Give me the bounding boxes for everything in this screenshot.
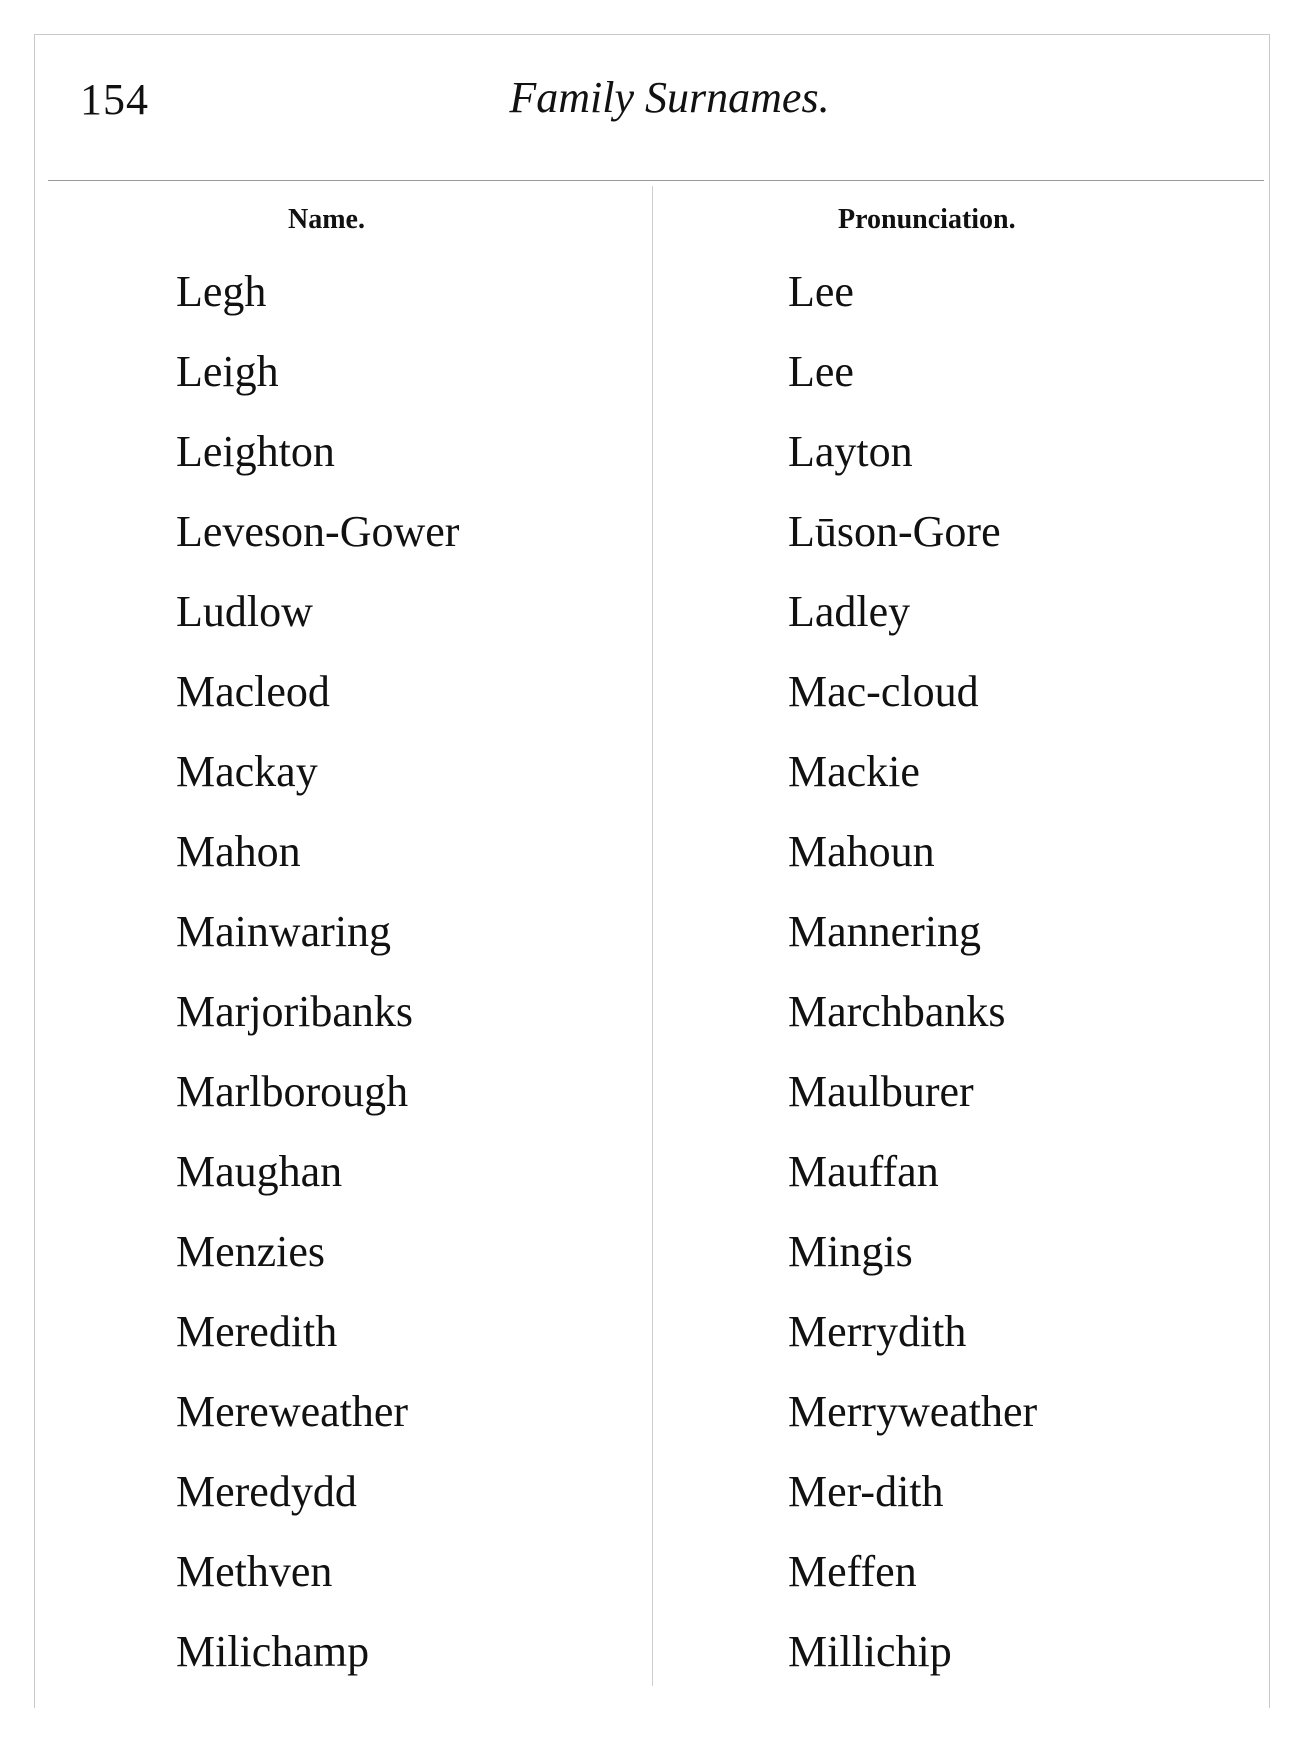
pronunciation-cell: Mahoun bbox=[788, 827, 935, 876]
table-row bbox=[0, 1382, 1299, 1462]
surname-cell: Macleod bbox=[176, 667, 330, 716]
surname-cell: Meredith bbox=[176, 1307, 338, 1356]
pronunciation-cell: Mer-dith bbox=[788, 1467, 944, 1516]
pronunciation-cell: Mauffan bbox=[788, 1147, 939, 1196]
surname-cell: Menzies bbox=[176, 1227, 326, 1276]
pronunciation-cell: Maulburer bbox=[788, 1067, 974, 1116]
surname-cell: Marlborough bbox=[176, 1067, 409, 1116]
table-row bbox=[0, 582, 1299, 662]
table-row bbox=[0, 742, 1299, 822]
table-row bbox=[0, 1062, 1299, 1142]
pronunciation-cell: Lee bbox=[788, 347, 854, 396]
surname-cell: Maughan bbox=[176, 1147, 343, 1196]
pronunciation-cell: Lūson-Gore bbox=[788, 507, 1001, 556]
pronunciation-cell: Ladley bbox=[788, 587, 911, 636]
surname-cell: Mahon bbox=[176, 827, 301, 876]
surname-cell: Leigh bbox=[176, 347, 279, 396]
pronunciation-cell: Meffen bbox=[788, 1547, 917, 1596]
table-row bbox=[0, 1622, 1299, 1702]
pronunciation-cell: Merryweather bbox=[788, 1387, 1038, 1436]
table-row bbox=[0, 662, 1299, 742]
pronunciation-cell: Mingis bbox=[788, 1227, 913, 1276]
table-row bbox=[0, 502, 1299, 582]
table-row bbox=[0, 1142, 1299, 1222]
surname-cell: Leveson-Gower bbox=[176, 507, 460, 556]
table-row bbox=[0, 1302, 1299, 1382]
surname-cell: Mereweather bbox=[176, 1387, 409, 1436]
pronunciation-cell: Mac-cloud bbox=[788, 667, 979, 716]
pronunciation-cell: Mackie bbox=[788, 747, 920, 796]
page-title: Family Surnames. bbox=[509, 73, 830, 122]
table-row bbox=[0, 262, 1299, 342]
table-row bbox=[0, 422, 1299, 502]
column-header-name: Name. bbox=[288, 204, 365, 235]
pronunciation-cell: Millichip bbox=[788, 1627, 952, 1676]
pronunciation-cell: Lee bbox=[788, 267, 854, 316]
table-row bbox=[0, 982, 1299, 1062]
surname-cell: Ludlow bbox=[176, 587, 313, 636]
header-rule bbox=[48, 180, 1264, 181]
table-row bbox=[0, 1542, 1299, 1622]
surname-cell: Legh bbox=[176, 267, 267, 316]
surname-cell: Mackay bbox=[176, 747, 318, 796]
page-number: 154 bbox=[80, 75, 149, 124]
surname-cell: Mainwaring bbox=[176, 907, 392, 956]
table-row bbox=[0, 1462, 1299, 1542]
column-header-pronunciation: Pronunciation. bbox=[838, 204, 1016, 235]
surname-cell: Marjoribanks bbox=[176, 987, 414, 1036]
pronunciation-cell: Merrydith bbox=[788, 1307, 967, 1356]
table-row bbox=[0, 1222, 1299, 1302]
pronunciation-cell: Layton bbox=[788, 427, 913, 476]
surname-cell: Meredydd bbox=[176, 1467, 357, 1516]
table-row bbox=[0, 822, 1299, 902]
pronunciation-cell: Mannering bbox=[788, 907, 982, 956]
table-row bbox=[0, 342, 1299, 422]
surname-cell: Methven bbox=[176, 1547, 333, 1596]
pronunciation-cell: Marchbanks bbox=[788, 987, 1006, 1036]
surname-cell: Leighton bbox=[176, 427, 335, 476]
surname-cell: Milichamp bbox=[176, 1627, 370, 1676]
table-row bbox=[0, 902, 1299, 982]
surname-table bbox=[0, 262, 1299, 1702]
